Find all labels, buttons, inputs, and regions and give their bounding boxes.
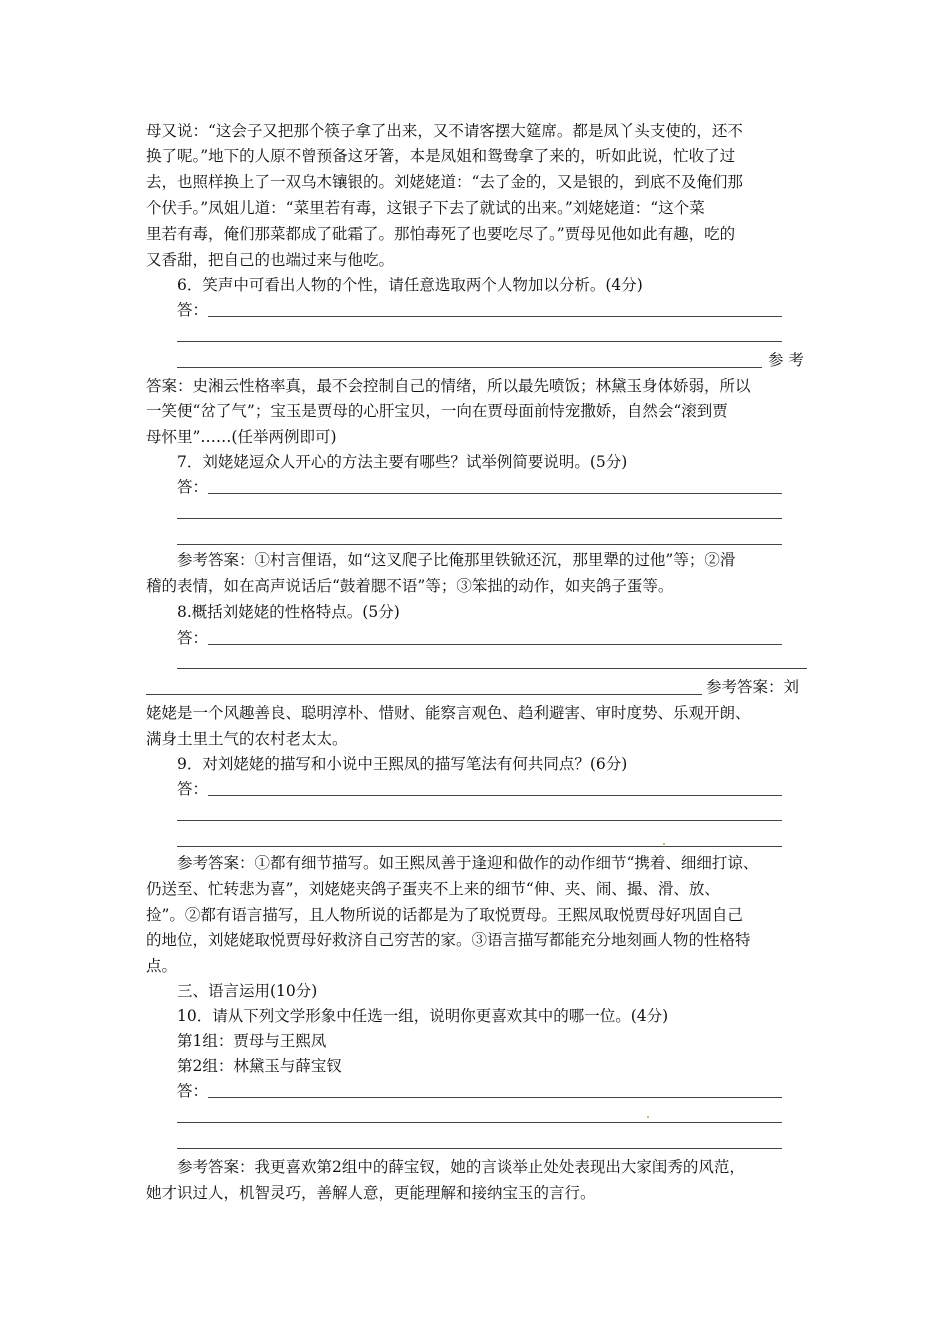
answer-blank-line[interactable]	[208, 795, 782, 796]
answer-text: 参考答案：①都有细节描写。如王熙凤善于逢迎和做作的动作细节“携着、细细打谅、	[177, 854, 759, 872]
question-9: 9．对刘姥姥的描写和小说中王熙凤的描写笔法有何共同点？(6分)	[177, 755, 628, 773]
answer-blank-line[interactable]	[177, 544, 782, 545]
answer-blank-line[interactable]	[208, 316, 782, 317]
question-7: 7．刘姥姥逗众人开心的方法主要有哪些？试举例简要说明。(5分)	[177, 453, 628, 471]
section-heading: 三、语言运用(10分)	[177, 982, 318, 1000]
option-group-1: 第1组：贾母与王熙凤	[177, 1032, 327, 1050]
answer-blank-line[interactable]	[208, 1097, 782, 1098]
answer-label: 答：	[177, 478, 209, 496]
answer-blank-line[interactable]	[177, 1148, 782, 1149]
option-group-2: 第2组：林黛玉与薛宝钗	[177, 1057, 342, 1075]
speck	[647, 1116, 649, 1118]
answer-text: 稽的表情，如在高声说话后“鼓着腮不语”等；③笨拙的动作，如夹鸽子蛋等。	[146, 577, 674, 595]
passage-line: 里若有毒，俺们那菜都成了砒霜了。那怕毒死了也要吃尽了。”贾母见他如此有趣，吃的	[146, 225, 736, 243]
passage-line: 又香甜，把自己的也端过来与他吃。	[146, 251, 395, 269]
question-10: 10．请从下列文学形象中任选一组，说明你更喜欢其中的哪一位。(4分)	[177, 1007, 669, 1025]
answer-text: 母怀里”……(任举两例即可)	[146, 428, 337, 446]
answer-text: 一笑便“岔了气”；宝玉是贾母的心肝宝贝，一向在贾母面前恃宠撒娇，自然会“滚到贾	[146, 402, 728, 420]
passage-line: 母又说：“这会子又把那个筷子拿了出来，又不请客摆大筵席。都是凤丫头支使的，还不	[146, 122, 743, 140]
answer-text: 满身土里土气的农村老太太。	[146, 730, 348, 748]
answer-label: 答：	[177, 1082, 209, 1100]
answer-label: 答：	[177, 780, 209, 798]
answer-text: 参考答案：①村言俚语，如“这叉爬子比俺那里铁锨还沉，那里犟的过他”等；②滑	[177, 551, 736, 569]
answer-blank-line[interactable]	[208, 644, 782, 645]
answer-blank-line[interactable]	[208, 493, 782, 494]
answer-blank-line[interactable]	[177, 518, 782, 519]
answer-text: 参考答案：我更喜欢第2组中的薛宝钗，她的言谈举止处处表现出大家闺秀的风范，	[177, 1158, 745, 1176]
reference-answer-label: 参 考	[768, 351, 804, 369]
answer-text: 捡”。②都有语言描写，且人物所说的话都是为了取悦贾母。王熙凤取悦贾母好巩固自己	[146, 906, 743, 924]
answer-blank-line[interactable]	[177, 668, 807, 669]
answer-blank-line[interactable]	[146, 694, 702, 695]
answer-text: 答案：史湘云性格率真，最不会控制自己的情绪，所以最先喷饭；林黛玉身体娇弱，所以	[146, 377, 751, 395]
passage-line: 个伏手。”凤姐儿道：“菜里若有毒，这银子下去了就试的出来。”刘姥姥道：“这个菜	[146, 199, 705, 217]
answer-text: 点。	[146, 957, 178, 975]
answer-text: 的地位，刘姥姥取悦贾母好救济自己穷苦的家。③语言描写都能充分地刻画人物的性格特	[146, 931, 751, 949]
answer-blank-line[interactable]	[177, 1122, 782, 1123]
answer-blank-line[interactable]	[177, 341, 782, 342]
answer-label: 答：	[177, 629, 209, 647]
passage-line: 换了呢。”地下的人原不曾预备这牙箸，本是凤姐和鸳鸯拿了来的，听如此说，忙收了过	[146, 147, 736, 165]
answer-blank-line[interactable]	[177, 820, 782, 821]
reference-answer-label: 参考答案：刘	[706, 678, 800, 696]
question-8: 8.概括刘姥姥的性格特点。(5分)	[177, 603, 400, 621]
answer-text: 她才识过人，机智灵巧，善解人意，更能理解和接纳宝玉的言行。	[146, 1184, 596, 1202]
answer-blank-line[interactable]	[177, 846, 782, 847]
answer-text: 仍送至、忙转悲为喜”，刘姥姥夹鸽子蛋夹不上来的细节“伸、夹、闹、撮、滑、放、	[146, 880, 720, 898]
answer-label: 答：	[177, 301, 209, 319]
answer-text: 姥姥是一个风趣善良、聪明淳朴、惜财、能察言观色、趋利避害、审时度势、乐观开朗、	[146, 704, 751, 722]
question-6: 6．笑声中可看出人物的个性，请任意选取两个人物加以分析。(4分)	[177, 276, 643, 294]
answer-blank-line[interactable]	[177, 367, 762, 368]
passage-line: 去，也照样换上了一双乌木镶银的。刘姥姥道：“去了金的，又是银的，到底不及俺们那	[146, 173, 743, 191]
speck	[663, 843, 665, 845]
